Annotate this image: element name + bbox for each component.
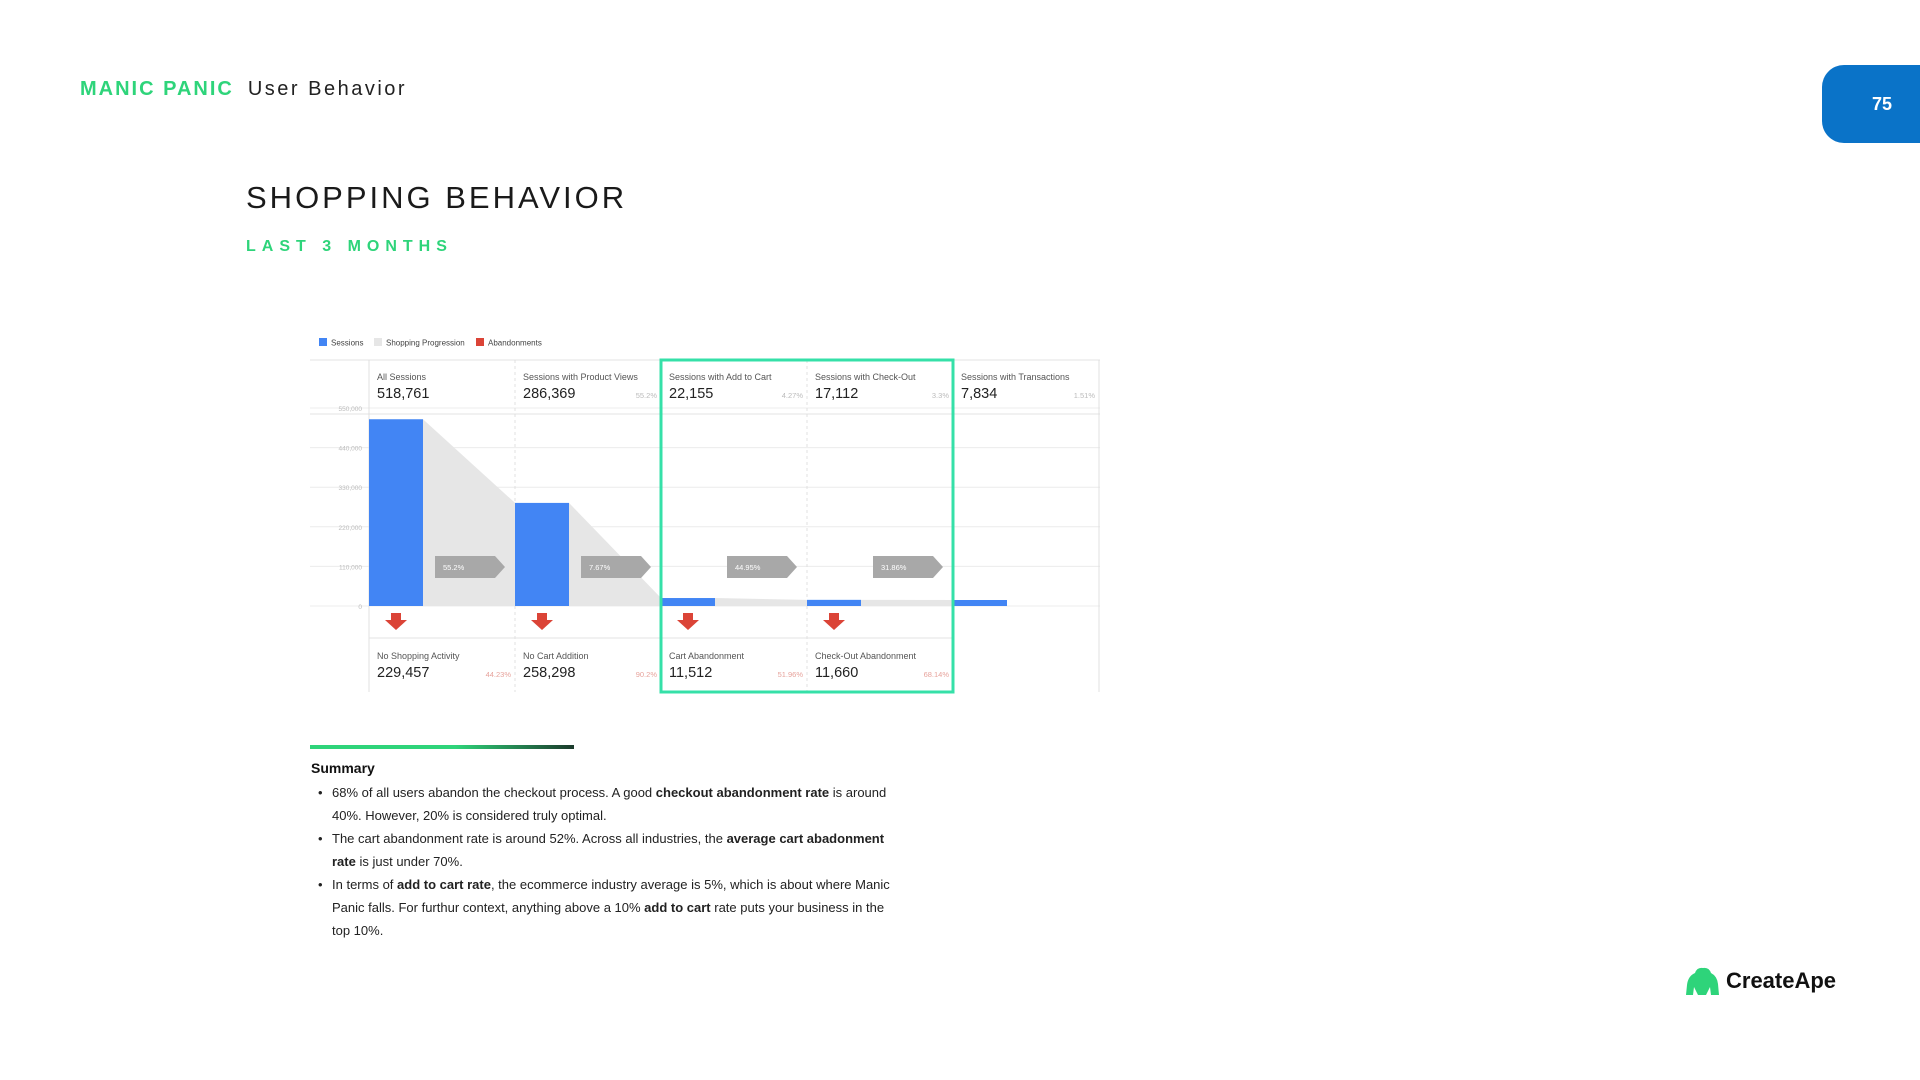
session-bar (369, 419, 423, 606)
stage-label: Sessions with Transactions (961, 372, 1070, 382)
legend-swatch (319, 338, 327, 346)
summary-text: The cart abandonment rate is around 52%. Across all industries, the (332, 831, 727, 846)
summary-emphasis: add to cart (644, 900, 711, 915)
summary-text: 68% of all users abandon the checkout process. A good (332, 785, 656, 800)
rate-label: 55.2% (443, 563, 465, 572)
logo-text: CreateApe (1726, 968, 1837, 993)
stage-label: Sessions with Product Views (523, 372, 638, 382)
abandon-label: Check-Out Abandonment (815, 651, 917, 661)
stage-percent: 55.2% (635, 391, 657, 400)
abandon-arrow-icon (531, 613, 553, 630)
y-tick-label: 110,000 (338, 564, 362, 572)
abandon-label: Cart Abandonment (669, 651, 745, 661)
abandon-label: No Shopping Activity (377, 651, 460, 661)
abandon-percent: 51.96% (777, 670, 803, 679)
stage-value: 518,761 (377, 386, 430, 402)
session-bar (953, 600, 1007, 606)
stage-percent: 4.27% (781, 391, 803, 400)
abandon-arrow-icon (385, 613, 407, 630)
summary-emphasis: checkout abandonment rate (655, 785, 830, 800)
summary-item (311, 781, 901, 827)
y-tick-label: 440,000 (338, 445, 362, 453)
session-bar (661, 598, 715, 606)
abandon-percent: 44.23% (485, 670, 511, 679)
summary-text: rate puts your business in the top 10%. (332, 900, 885, 938)
progression-area (569, 503, 661, 606)
abandon-percent: 68.14% (923, 670, 949, 679)
abandon-value: 229,457 (377, 665, 430, 681)
abandon-label: No Cart Addition (523, 651, 589, 661)
shopping-funnel-chart (310, 330, 1110, 700)
legend-swatch (476, 338, 484, 346)
summary-list (311, 781, 901, 942)
progression-area (715, 598, 807, 606)
summary-text: is around 40%. However, 20% is considered truly optimal. (332, 785, 887, 823)
summary-divider (310, 745, 574, 749)
legend-label: Abandonments (488, 338, 542, 348)
abandon-value: 11,512 (669, 665, 713, 681)
y-tick-label: 330,000 (338, 485, 362, 493)
summary-text: is just under 70%. (355, 854, 463, 869)
session-bar (807, 600, 861, 606)
y-tick-label: 550,000 (338, 406, 362, 413)
brand-header (80, 78, 407, 101)
stage-value: 286,369 (523, 386, 576, 402)
slide-subtitle: LAST 3 MONTHS (246, 238, 453, 255)
legend-label: Sessions (331, 338, 364, 348)
ape-logo-icon (1684, 966, 1720, 996)
stage-label: Sessions with Check-Out (815, 372, 916, 382)
stage-percent: 3.3% (931, 391, 949, 400)
abandon-arrow-icon (823, 613, 845, 630)
abandon-value: 258,298 (523, 665, 576, 681)
summary-text: , the ecommerce industry average is 5%, which is about where Manic Panic falls. For furthur context, anything above a 10% (332, 877, 890, 915)
abandon-arrow-icon (677, 613, 699, 630)
legend-swatch (374, 338, 382, 346)
rate-label: 31.86% (881, 563, 907, 572)
summary-emphasis: add to cart rate (397, 877, 491, 892)
stage-value: 22,155 (669, 386, 714, 402)
slide-title: SHOPPING BEHAVIOR (246, 180, 628, 215)
abandon-value: 11,660 (815, 665, 859, 681)
page-number: 75 (1871, 93, 1893, 114)
stage-value: 7,834 (961, 386, 998, 402)
y-tick-label: 0 (358, 604, 362, 611)
stage-label: Sessions with Add to Cart (669, 372, 772, 382)
legend-label: Shopping Progression (386, 338, 465, 348)
summary-title: Summary (311, 760, 375, 776)
company-name: MANIC PANIC (80, 78, 234, 100)
page-number-badge (1822, 65, 1920, 143)
summary-emphasis: average cart abadonment rate (332, 831, 885, 869)
abandon-percent: 90.2% (635, 670, 657, 679)
section-name: User Behavior (247, 78, 408, 100)
rate-label: 44.95% (735, 563, 761, 572)
session-bar (515, 503, 569, 606)
stage-value: 17,112 (815, 386, 859, 402)
progression-area (861, 600, 953, 606)
y-tick-label: 220,000 (338, 524, 362, 532)
createape-logo (1684, 966, 1836, 996)
rate-label: 7.67% (589, 563, 611, 572)
stage-label: All Sessions (377, 372, 427, 382)
summary-text: In terms of (332, 877, 398, 892)
summary-item (311, 873, 901, 942)
summary-item (311, 827, 901, 873)
stage-percent: 1.51% (1073, 391, 1095, 400)
